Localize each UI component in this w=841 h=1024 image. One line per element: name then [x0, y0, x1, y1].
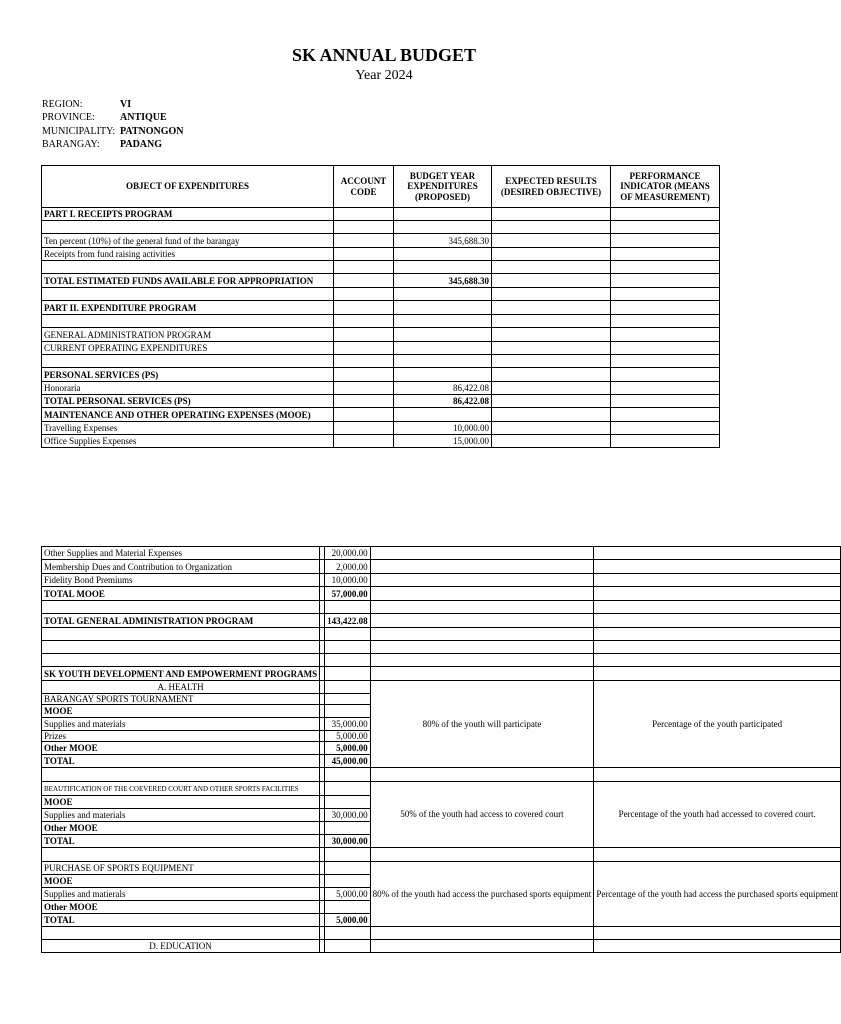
- budget-amount-cell: [394, 355, 492, 368]
- performance-indicator-header: PERFORMANCE INDICATOR (MEANS OF MEASUREMENT): [611, 166, 720, 208]
- row-label: SK YOUTH DEVELOPMENT AND EMPOWERMENT PROGRAMS: [42, 667, 320, 681]
- account-code-cell: [334, 422, 394, 435]
- row-label: Office Supplies Expenses: [42, 435, 334, 448]
- budget-header: BUDGET YEAR EXPENDITURES (PROPOSED): [394, 166, 492, 208]
- performance-indicator-cell: [611, 368, 720, 382]
- location-info: [42, 98, 184, 151]
- performance-indicator-cell: [594, 667, 841, 681]
- budget-amount-cell: 345,688.30: [394, 274, 492, 288]
- account-code-cell: [334, 274, 394, 288]
- account-code-cell: [334, 315, 394, 328]
- table-row: [42, 587, 841, 601]
- table-row: [42, 654, 841, 667]
- table-row: [42, 301, 720, 315]
- expected-results-cell: [492, 234, 611, 248]
- row-label: Fidelity Bond Premiums: [42, 574, 320, 587]
- performance-indicator-cell: [611, 301, 720, 315]
- table-row: [42, 927, 841, 940]
- performance-indicator-cell: [611, 395, 720, 408]
- table-row: [42, 614, 841, 628]
- row-label: TOTAL: [42, 835, 320, 848]
- performance-indicator-cell: [611, 435, 720, 448]
- budget-amount-cell: [394, 208, 492, 221]
- expected-results-cell: [370, 547, 594, 560]
- table-row: [42, 422, 720, 435]
- budget-amount-cell: [325, 694, 371, 705]
- row-label: D. EDUCATION: [42, 940, 320, 953]
- budget-amount-cell: [394, 315, 492, 328]
- budget-amount-cell: [394, 328, 492, 342]
- table-row: [42, 560, 841, 574]
- barangay-label: BARANGAY:: [42, 138, 100, 150]
- performance-indicator-cell: [594, 628, 841, 641]
- budget-amount-cell: 86,422.08: [394, 395, 492, 408]
- row-label: GENERAL ADMINISTRATION PROGRAM: [42, 328, 334, 342]
- page-1-rows: [42, 208, 720, 448]
- budget-table-page-2: [41, 546, 841, 953]
- budget-amount-cell: 5,000.00: [325, 731, 371, 742]
- expected-results-cell: [492, 435, 611, 448]
- account-code-cell: [334, 435, 394, 448]
- row-label: MOOE: [42, 875, 320, 888]
- budget-amount-cell: [325, 681, 371, 694]
- table-row: [42, 234, 720, 248]
- budget-amount-cell: [394, 368, 492, 382]
- budget-amount-cell: [325, 601, 371, 614]
- row-label: [42, 315, 334, 328]
- budget-amount-cell: 20,000.00: [325, 547, 371, 560]
- performance-indicator-cell: [611, 221, 720, 234]
- page-2-rows: [42, 547, 841, 953]
- account-code-header: ACCOUNT CODE: [334, 166, 394, 208]
- budget-amount-cell: 15,000.00: [394, 435, 492, 448]
- account-code-cell: [334, 221, 394, 234]
- budget-amount-cell: [325, 782, 371, 796]
- performance-indicator-cell: [594, 547, 841, 560]
- expected-results-cell: 80% of the youth will participate: [370, 681, 594, 768]
- expected-results-cell: [370, 927, 594, 940]
- budget-amount-cell: [325, 705, 371, 718]
- budget-amount-cell: 86,422.08: [394, 382, 492, 395]
- performance-indicator-cell: [594, 848, 841, 862]
- budget-amount-cell: [325, 848, 371, 862]
- table-row: [42, 315, 720, 328]
- budget-amount-cell: [325, 927, 371, 940]
- performance-indicator-cell: Percentage of the youth participated: [594, 681, 841, 768]
- performance-indicator-cell: Percentage of the youth had access the purchased sports equipment: [594, 862, 841, 927]
- account-code-cell: [334, 288, 394, 301]
- budget-amount-cell: 35,000.00: [325, 718, 371, 731]
- row-label: [42, 221, 334, 234]
- table-row: [42, 382, 720, 395]
- account-code-cell: [334, 395, 394, 408]
- budget-amount-cell: [325, 641, 371, 654]
- barangay-value: PADANG: [120, 138, 163, 150]
- budget-amount-cell: [325, 768, 371, 782]
- province-label: PROVINCE:: [42, 112, 95, 124]
- row-label: Travelling Expenses: [42, 422, 334, 435]
- performance-indicator-cell: [611, 422, 720, 435]
- budget-amount-cell: 2,000.00: [325, 560, 371, 574]
- table-row: [42, 628, 841, 641]
- table-row: [42, 681, 841, 694]
- performance-indicator-cell: [611, 382, 720, 395]
- table-row: [42, 355, 720, 368]
- expected-results-cell: [492, 368, 611, 382]
- row-label: Honoraria: [42, 382, 334, 395]
- budget-amount-cell: [325, 822, 371, 835]
- table-row: [42, 328, 720, 342]
- row-label: CURRENT OPERATING EXPENDITURES: [42, 342, 334, 355]
- row-label: TOTAL: [42, 914, 320, 927]
- budget-amount-cell: [394, 221, 492, 234]
- account-code-cell: [334, 368, 394, 382]
- table-row: [42, 435, 720, 448]
- account-code-cell: [334, 382, 394, 395]
- row-label: Other Supplies and Material Expenses: [42, 547, 320, 560]
- budget-table-page-1: [41, 165, 720, 448]
- performance-indicator-cell: [594, 654, 841, 667]
- document-year: Year 2024: [355, 68, 413, 83]
- document-title: SK ANNUAL BUDGET: [291, 45, 477, 65]
- expected-results-cell: [370, 574, 594, 587]
- table-row: [42, 782, 841, 796]
- municipality-value: PATNONGON: [120, 125, 184, 137]
- row-label: Supplies and materials: [42, 718, 320, 731]
- performance-indicator-cell: [611, 315, 720, 328]
- expected-results-cell: [370, 628, 594, 641]
- budget-amount-cell: 5,000.00: [325, 742, 371, 755]
- row-label: TOTAL ESTIMATED FUNDS AVAILABLE FOR APPROPRIATION: [42, 274, 334, 288]
- table-row: [42, 768, 841, 782]
- region-value: VI: [120, 99, 132, 110]
- budget-amount-cell: 5,000.00: [325, 888, 371, 901]
- row-label: Other MOOE: [42, 901, 320, 914]
- account-code-cell: [334, 355, 394, 368]
- row-label: [42, 355, 334, 368]
- row-label: Ten percent (10%) of the general fund of the barangay: [42, 234, 334, 248]
- row-label: Supplies and materials: [42, 809, 320, 822]
- row-label: BEAUTIFICATION OF THE COEVERED COURT AND OTHER SPORTS FACILITIES: [42, 782, 320, 796]
- expected-results-cell: [492, 355, 611, 368]
- expected-results-cell: [370, 848, 594, 862]
- expected-results-cell: [492, 342, 611, 355]
- account-code-cell: [334, 301, 394, 315]
- performance-indicator-cell: [594, 927, 841, 940]
- table-row: [42, 395, 720, 408]
- row-label: PURCHASE OF SPORTS EQUIPMENT: [42, 862, 320, 875]
- budget-amount-cell: [325, 654, 371, 667]
- table-row: [42, 261, 720, 274]
- performance-indicator-cell: [611, 234, 720, 248]
- table-row: [42, 641, 841, 654]
- account-code-cell: [334, 408, 394, 422]
- budget-amount-cell: [325, 875, 371, 888]
- expected-results-cell: [492, 274, 611, 288]
- table-row: [42, 221, 720, 234]
- table-row: [42, 368, 720, 382]
- row-label: TOTAL MOOE: [42, 587, 320, 601]
- table-row: [42, 601, 841, 614]
- expected-results-cell: [492, 301, 611, 315]
- account-code-cell: [334, 248, 394, 261]
- performance-indicator-cell: [611, 288, 720, 301]
- row-label: TOTAL PERSONAL SERVICES (PS): [42, 395, 334, 408]
- expected-results-cell: [370, 641, 594, 654]
- municipality-label: MUNICIPALITY:: [42, 125, 116, 137]
- budget-amount-cell: [325, 862, 371, 875]
- performance-indicator-cell: [594, 560, 841, 574]
- row-label: MOOE: [42, 796, 320, 809]
- row-label: TOTAL: [42, 755, 320, 768]
- budget-amount-cell: [394, 261, 492, 274]
- performance-indicator-cell: [611, 328, 720, 342]
- budget-amount-cell: [325, 940, 371, 953]
- performance-indicator-cell: [594, 940, 841, 953]
- expected-results-cell: [492, 315, 611, 328]
- budget-amount-cell: [394, 342, 492, 355]
- budget-amount-cell: [394, 288, 492, 301]
- budget-amount-cell: 345,688.30: [394, 234, 492, 248]
- table-header-row: [42, 166, 720, 208]
- row-label: [42, 628, 320, 641]
- expected-results-cell: [370, 601, 594, 614]
- expected-results-header: EXPECTED RESULTS (DESIRED OBJECTIVE): [492, 166, 611, 208]
- expected-results-cell: [492, 408, 611, 422]
- performance-indicator-cell: [594, 601, 841, 614]
- table-row: [42, 342, 720, 355]
- table-row: [42, 248, 720, 261]
- account-code-cell: [334, 234, 394, 248]
- row-label: [42, 848, 320, 862]
- table-row: [42, 408, 720, 422]
- table-row: [42, 208, 720, 221]
- row-label: [42, 288, 334, 301]
- performance-indicator-cell: Percentage of the youth had accessed to covered court.: [594, 782, 841, 848]
- expected-results-cell: [492, 288, 611, 301]
- performance-indicator-cell: [611, 408, 720, 422]
- account-code-cell: [334, 261, 394, 274]
- table-row: [42, 848, 841, 862]
- row-label: Prizes: [42, 731, 320, 742]
- expected-results-cell: 80% of the youth had access the purchased sports equipment: [370, 862, 594, 927]
- performance-indicator-cell: [594, 768, 841, 782]
- row-label: Supplies and matierals: [42, 888, 320, 901]
- row-label: [42, 927, 320, 940]
- expected-results-cell: [370, 667, 594, 681]
- budget-amount-cell: 143,422.08: [325, 614, 371, 628]
- expected-results-cell: [370, 940, 594, 953]
- performance-indicator-cell: [594, 587, 841, 601]
- expected-results-cell: [492, 382, 611, 395]
- expected-results-cell: [492, 248, 611, 261]
- row-label: Receipts from fund raising activities: [42, 248, 334, 261]
- table-row: [42, 940, 841, 953]
- account-code-cell: [334, 342, 394, 355]
- table-row: [42, 274, 720, 288]
- row-label: MOOE: [42, 705, 320, 718]
- budget-amount-cell: 10,000.00: [394, 422, 492, 435]
- budget-amount-cell: [394, 408, 492, 422]
- province-value: ANTIQUE: [120, 112, 167, 124]
- row-label: [42, 261, 334, 274]
- budget-amount-cell: 5,000.00: [325, 914, 371, 927]
- performance-indicator-cell: [611, 355, 720, 368]
- performance-indicator-cell: [611, 261, 720, 274]
- row-label: Other MOOE: [42, 822, 320, 835]
- performance-indicator-cell: [611, 248, 720, 261]
- performance-indicator-cell: [611, 342, 720, 355]
- expected-results-cell: [492, 328, 611, 342]
- account-code-cell: [334, 208, 394, 221]
- region-label: REGION:: [42, 99, 83, 110]
- budget-amount-cell: 30,000.00: [325, 809, 371, 822]
- expected-results-cell: [370, 768, 594, 782]
- budget-amount-cell: [394, 248, 492, 261]
- table-row: [42, 667, 841, 681]
- object-header: OBJECT OF EXPENDITURES: [42, 166, 334, 208]
- expected-results-cell: [492, 208, 611, 221]
- table-row: [42, 547, 841, 560]
- budget-amount-cell: 45,000.00: [325, 755, 371, 768]
- table-row: [42, 862, 841, 875]
- budget-amount-cell: [325, 667, 371, 681]
- row-label: [42, 601, 320, 614]
- row-label: MAINTENANCE AND OTHER OPERATING EXPENSES (MOOE): [42, 408, 334, 422]
- row-label: PART II. EXPENDITURE PROGRAM: [42, 301, 334, 315]
- budget-amount-cell: [325, 796, 371, 809]
- expected-results-cell: [492, 395, 611, 408]
- performance-indicator-cell: [594, 574, 841, 587]
- budget-amount-cell: [325, 628, 371, 641]
- row-label: A. HEALTH: [42, 681, 320, 694]
- row-label: [42, 641, 320, 654]
- row-label: PART I. RECEIPTS PROGRAM: [42, 208, 334, 221]
- expected-results-cell: [492, 261, 611, 274]
- performance-indicator-cell: [594, 641, 841, 654]
- budget-amount-cell: 57,000.00: [325, 587, 371, 601]
- budget-amount-cell: 10,000.00: [325, 574, 371, 587]
- row-label: Membership Dues and Contribution to Organization: [42, 560, 320, 574]
- table-row: [42, 574, 841, 587]
- performance-indicator-cell: [611, 274, 720, 288]
- budget-amount-cell: 30,000.00: [325, 835, 371, 848]
- performance-indicator-cell: [594, 614, 841, 628]
- table-row: [42, 288, 720, 301]
- row-label: PERSONAL SERVICES (PS): [42, 368, 334, 382]
- row-label: [42, 654, 320, 667]
- row-label: TOTAL GENERAL ADMINISTRATION PROGRAM: [42, 614, 320, 628]
- row-label: Other MOOE: [42, 742, 320, 755]
- row-label: [42, 768, 320, 782]
- budget-amount-cell: [394, 301, 492, 315]
- performance-indicator-cell: [611, 208, 720, 221]
- expected-results-cell: 50% of the youth had access to covered court: [370, 782, 594, 848]
- expected-results-cell: [492, 422, 611, 435]
- account-code-cell: [334, 328, 394, 342]
- expected-results-cell: [370, 614, 594, 628]
- row-label: BARANGAY SPORTS TOURNAMENT: [42, 694, 320, 705]
- expected-results-cell: [370, 560, 594, 574]
- expected-results-cell: [492, 221, 611, 234]
- expected-results-cell: [370, 654, 594, 667]
- budget-amount-cell: [325, 901, 371, 914]
- expected-results-cell: [370, 587, 594, 601]
